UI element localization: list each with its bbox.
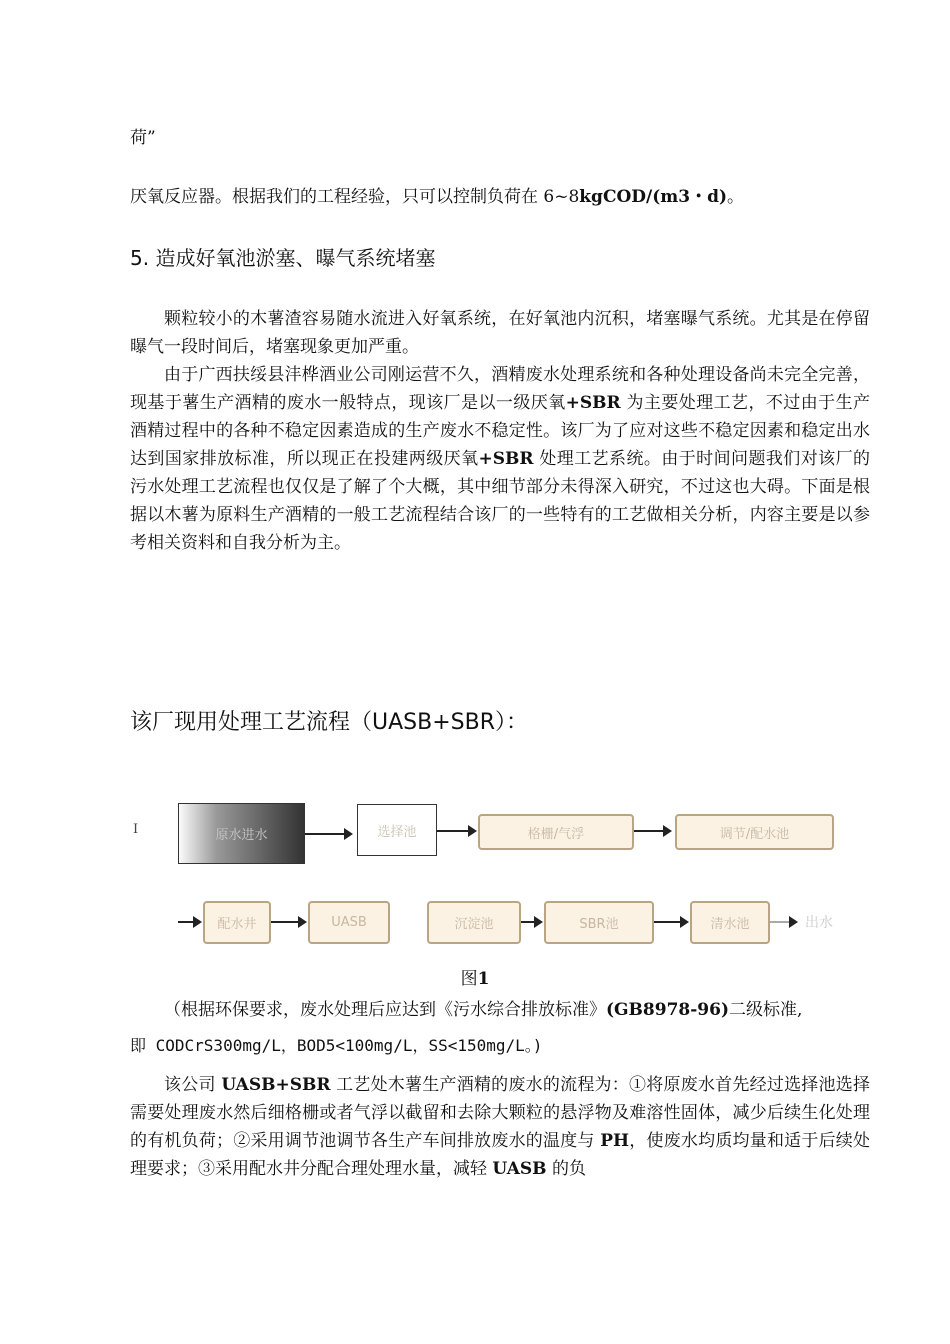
paragraph-load (130, 183, 870, 211)
sedimentation-box: 沉淀池 (427, 901, 521, 944)
arrow (634, 830, 670, 832)
influent-box: 原水进水 (178, 803, 305, 864)
text-run: （根据环保要求，废水处理后应达到《污水综合排放标准》 (164, 1000, 606, 1020)
screen-box: 格栅/气浮 (478, 814, 634, 850)
arrow (521, 921, 541, 923)
text-run: 由于广西扶绥县沣桦酒业公司刚运营不久，酒精废水处理系统和各种处理设备尚未完全完善，现基于薯生产酒精的废水一般特点，现该厂是以一级厌氧 (130, 365, 870, 413)
text-run: 为主要处理工艺，不过由于生产酒精过程中的各种不稳定因素造成的生产废水不稳定性。该厂为了应对这些不稳定因素和稳定出水达到国家排放标准，所以现正在投建两级厌氧 (130, 393, 871, 469)
bold-run: UASB+SBR (221, 1075, 331, 1095)
paragraph-process (130, 1071, 870, 1183)
bold-run: UASB (492, 1159, 547, 1179)
uasb-box: UASB (308, 901, 390, 944)
sbr-box: SBR池 (544, 901, 654, 944)
arrow (178, 921, 200, 923)
figure-caption (0, 964, 950, 989)
arrow (305, 833, 351, 835)
clear-water-box: 清水池 (690, 901, 770, 944)
text-run: 二级标准, (729, 1000, 803, 1020)
regulating-tank-box: 调节/配水池 (675, 814, 834, 850)
text-run: 工艺处木薯生产酒精的废水的流程为：①将原废水首先经过选择池选择需要处理废水然后细格栅或者气浮以截留和去除大颗粒的悬浮物及难溶性固体，减少后续生化处理的有机负荷；②采用调节池调节各生产车间排放废水的温度与 (130, 1075, 871, 1151)
bold-run: +SBR (565, 393, 621, 413)
caption-number: 1 (477, 969, 490, 989)
text-run: ，使废水均质均量和适于后续处理要求；③采用配水井分配合理处理水量，减轻 (130, 1131, 871, 1179)
bold-run: +SBR (478, 449, 534, 469)
distribution-well-box: 配水井 (203, 901, 271, 944)
arrow (654, 921, 687, 923)
bold-run: PH (600, 1131, 630, 1151)
text-run: 。 (727, 187, 745, 207)
effluent-label: 出水 (805, 915, 833, 931)
arrow (271, 921, 305, 923)
arrow (437, 830, 475, 832)
selection-tank-box: 选择池 (357, 804, 437, 856)
standard-values-line: 即 CODCrS300mg/L，BOD5<100mg/L，SS<150mg/L。) (130, 1036, 543, 1055)
bold-run: (GB8978-96) (606, 1000, 730, 1020)
paragraph-clog: 颗粒较小的木薯渣容易随水流进入好氧系统，在好氧池内沉积，堵塞曝气系统。尤其是在停留曝气一段时间后，堵塞现象更加严重。 (130, 309, 870, 357)
arrow (770, 921, 796, 923)
caption-text: 图 (460, 969, 478, 989)
section-heading: 5. 造成好氧池淤塞、曝气系统堵塞 (130, 246, 436, 270)
text-line: 荷” (130, 128, 156, 148)
text-run: 厌氧反应器。根据我们的工程经验，只可以控制负荷在 6~8 (130, 187, 580, 207)
paragraph-factory (130, 361, 870, 557)
text-run: 处理工艺系统。由于时间问题我们对该厂的污水处理工艺流程也仅仅是了解了个大概，其中细节部分未得深入研究，不过这也大碍。下面是根据以木薯为原料生产酒精的一般工艺流程结合该厂的一些特有的工艺做相关分析，内容主要是以参考相关资料和自我分析为主。 (130, 449, 871, 553)
flow-heading: 该厂现用处理工艺流程（UASB+SBR）： (130, 710, 528, 735)
text-run: 的负 (546, 1159, 586, 1179)
bold-run: kgCOD/(m3・d) (579, 187, 728, 207)
diagram-marker: I (133, 822, 139, 837)
text-run: 该公司 (164, 1075, 222, 1095)
paragraph-standard (130, 996, 870, 1024)
